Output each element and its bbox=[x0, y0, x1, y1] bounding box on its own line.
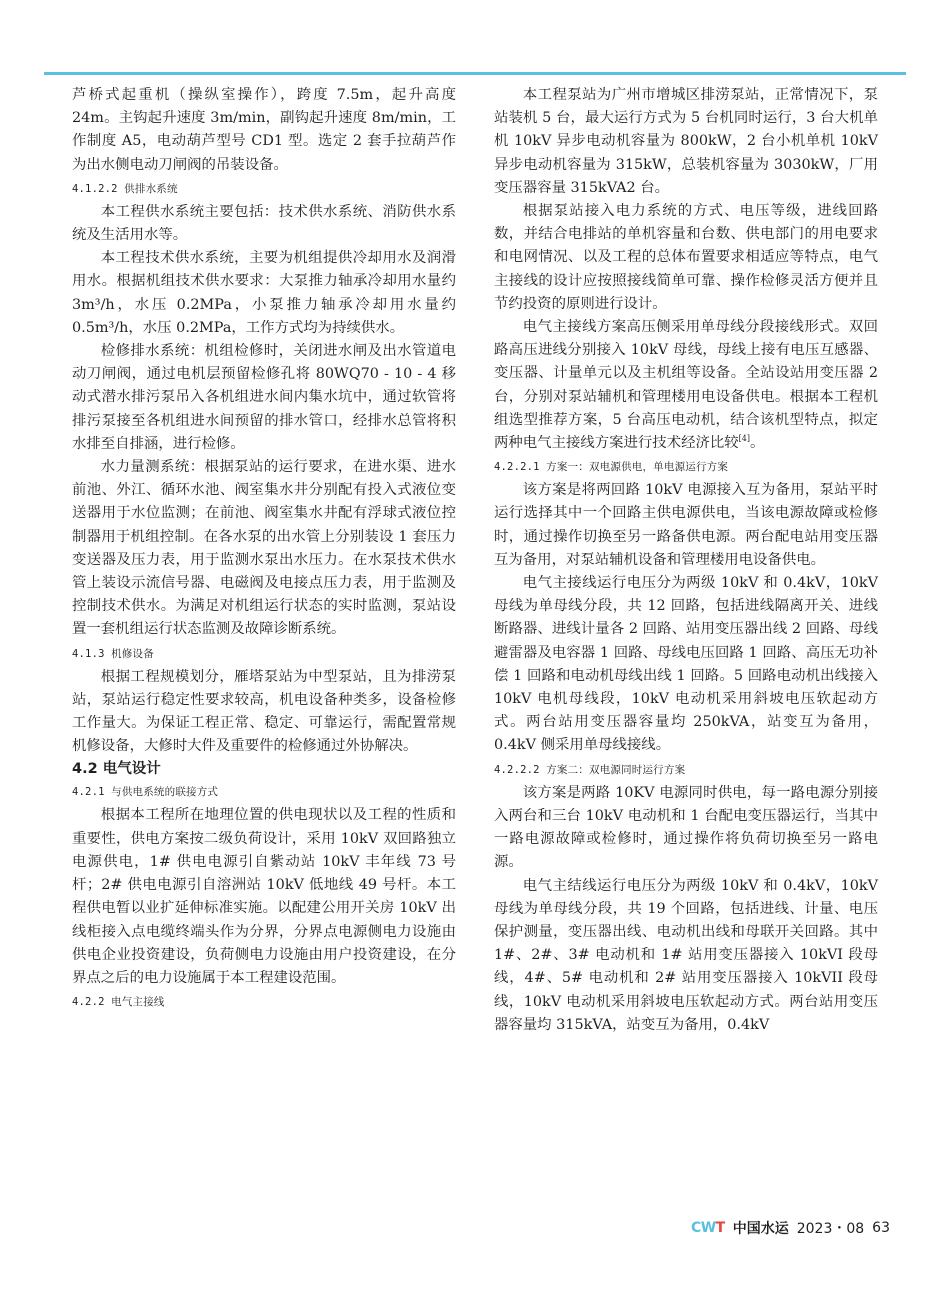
paragraph: 水力量测系统：根据泵站的运行要求，在进水渠、进水前池、外江、循环水池、阀室集水井分别配有投入式液位变送器用于水位监测；在前池、阀室集水井配有浮球式液位控制器用于机组控制。在各水泵的出水管上分别装设 1 套压力变送器及压力表，用于监测水泵出水压力。在水泵技术供水管上装设示流信号器、电磁阀及电接点压力表，用于监测及控制技术供水。为满足对机组运行状态的实时监测，泵站设置一套机组运行状态监测及故障诊断系统。 bbox=[72, 459, 456, 638]
citation-tail: 。 bbox=[750, 435, 765, 452]
right-column bbox=[494, 84, 878, 1037]
page-number: 63 bbox=[872, 1220, 890, 1236]
journal-logo: CWT bbox=[690, 1220, 725, 1236]
journal-name: 中国水运 bbox=[732, 1221, 789, 1237]
section-heading: 4.1.2.2 供排水系统 bbox=[72, 182, 178, 195]
paragraph: 该方案是两路 10KV 电源同时供电，每一路电源分别接入两台和三台 10kV 电动机和 1 台配电变压器运行，当其中一路电源故障或检修时，通过操作将负荷切换至另一路电源。 bbox=[494, 784, 878, 871]
section-heading: 4.2.2.1 方案一：双电源供电，单电源运行方案 bbox=[494, 461, 729, 474]
paragraph: 本工程供水系统主要包括：技术供水系统、消防供水系统及生活用水等。 bbox=[72, 203, 456, 244]
paragraph: 电气主结线运行电压分为两级 10kV 和 0.4kV，10kV 母线为单母线分段，共 19 个回路，包括进线、计量、电压保护测量，变压器出线、电动机出线和母联开关回路。其中 1#、2#、3# 电动机和 1# 站用变压器接入 10kVI 段母线，4#、5# 电动机和 2# 站用变压器接入 10kVII 段母线，10kV 电动机采用斜坡电压软起动方式。两台站用变压器容量均 315kVA，站变互为备用，0.4kV bbox=[494, 877, 878, 1033]
paragraph: 电气主接线方案高压侧采用单母线分段接线形式。双回路高压进线分别接入 10kV 母线，母线上接有电压互感器、变压器、计量单元以及主机组等设备。全站设站用变压器 2 台，分别对泵站辅机和管理楼用电设备供电。根据本工程机组选型推荐方案，5 台高压电动机，结合该机型特点，拟定两种电气主接线方案进行技术经济比较[4]。 bbox=[494, 319, 878, 452]
paragraph: 芦桥式起重机（操纵室操作），跨度 7.5m，起升高度 24m。主钩起升速度 3m/min，副钩起升速度 8m/min，工作制度 A5，电动葫芦型号 CD1 型。选定 2 套手拉葫芦作为出水侧电动刀闸阀的吊装设备。 bbox=[72, 87, 456, 173]
paragraph: 本工程泵站为广州市增城区排涝泵站，正常情况下，泵站装机 5 台，最大运行方式为 5 台机同时运行，3 台大机单机 10kV 异步电动机容量为 800kW，2 台小机单机 10kV 异步电动机容量为 315kW，总装机容量为 3030kW，厂用变压器容量 315kVA2 台。 bbox=[494, 87, 878, 196]
paragraph: 该方案是将两回路 10kV 电源接入互为备用，泵站平时运行选择其中一个回路主供电源供电，当该电源故障或检修时，通过操作切换至另一路备供电源。两台配电站用变压器互为备用，对泵站辅机设备和管理楼用电设备供电。 bbox=[494, 482, 878, 568]
issue-number: 2023・08 bbox=[796, 1221, 865, 1237]
paragraph: 根据工程规模划分，雁塔泵站为中型泵站，且为排涝泵站，泵站运行稳定性要求较高，机电设备种类多，设备检修工作量大。为保证工程正常、稳定、可靠运行，需配置常规机修设备，大修时大件及重要件的检修通过外协解决。 bbox=[72, 668, 456, 755]
header-rule bbox=[44, 72, 906, 75]
section-heading: 4.1.3 机修设备 bbox=[72, 647, 154, 660]
page-footer bbox=[691, 1218, 890, 1238]
section-heading: 4.2.2.2 方案二：双电源同时运行方案 bbox=[494, 763, 686, 776]
paragraph: 电气主接线运行电压分为两级 10kV 和 0.4kV，10kV 母线为单母线分段，共 12 回路，包括进线隔离开关、进线断路器、进线计量各 2 回路、站用变压器出线 2 回路、母线避雷器及电容器 1 回路、母线电压回路 1 回路、高压无功补偿 1 回路和电动机母线出线 1 回路。5 回路电动机出线接入 10kV 电机母线段，10kV 电动机采用斜坡电压软起动方式。两台站用变压器容量均 250kVA，站变互为备用，0.4kV 侧采用单母线接线。 bbox=[494, 575, 878, 754]
paragraph: 根据泵站接入电力系统的方式、电压等级，进线回路数，并结合电排站的单机容量和台数、供电部门的用电要求和电网情况、以及工程的总体布置要求相适应等特点，电气主接线的设计应按照接线简单可靠、操作检修灵活方便并且节约投资的原则进行设计。 bbox=[494, 203, 878, 312]
paragraph: 检修排水系统：机组检修时，关闭进水闸及出水管道电动刀闸阀，通过电机层预留检修孔将 80WQ70 - 10 - 4 移动式潜水排污泵吊入各机组进水间内集水坑中，通过软管将排污泵接至各机组进水间预留的排水管口，经排水总管将积水排至自排涵，进行检修。 bbox=[72, 343, 456, 452]
paragraph: 本工程技术供水系统，主要为机组提供冷却用水及润滑用水。根据机组技术供水要求：大泵推力轴承冷却用水量约 3m³/h，水压 0.2MPa，小泵推力轴承冷却用水量约 0.5m³/h，水压 0.2MPa，工作方式均为持续供水。 bbox=[72, 250, 456, 336]
left-column bbox=[72, 84, 456, 1014]
section-title: 4.2 电气设计 bbox=[72, 761, 161, 778]
section-heading: 4.2.1 与供电系统的联接方式 bbox=[72, 786, 219, 799]
paragraph: 根据本工程所在地理位置的供电现状以及工程的性质和重要性，供电方案按二级负荷设计，采用 10kV 双回路独立电源供电，1# 供电电源引自紫动站 10kV 丰年线 73 号杆；2# 供电电源引自溶洲站 10kV 低地线 49 号杆。本工程供电暂以业扩延伸标准实施。以配建公用开关房 10kV 出线柜接入点电缆终端头作为分界，分界点电源侧电力设施由供电企业投资建设，负荷侧电力设施由用户投资建设，在分界点之后的电力设施属于本工程建设范围。 bbox=[72, 807, 456, 986]
citation-ref: [4] bbox=[738, 434, 750, 444]
section-heading: 4.2.2 电气主接线 bbox=[72, 996, 165, 1009]
